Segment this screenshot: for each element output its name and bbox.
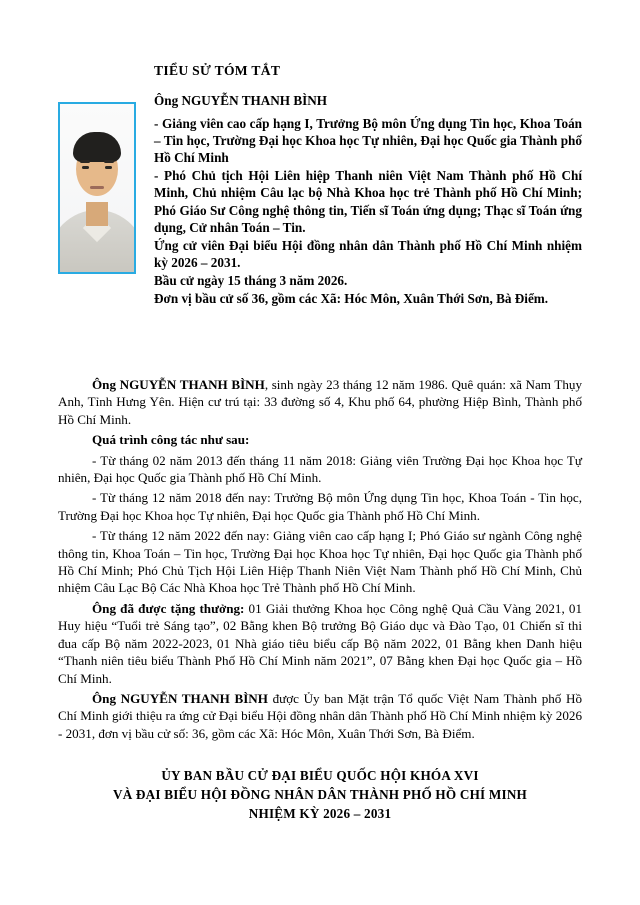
portrait-brow-right — [104, 160, 114, 163]
portrait-eye-right — [105, 166, 112, 169]
header-constituency: Đơn vị bầu cử số 36, gồm các Xã: Hóc Môn, Xuân Thới Sơn, Bà Điểm. — [154, 291, 549, 307]
portrait-neck — [86, 202, 108, 226]
header-block — [58, 62, 582, 308]
candidate-portrait-image — [60, 104, 134, 272]
summary-intro — [154, 62, 582, 308]
portrait-eye-left — [82, 166, 89, 169]
paragraph-career-3: - Từ tháng 12 năm 2022 đến nay: Giảng viên cao cấp hạng I; Phó Giáo sư ngành Công nghệ thông tin, Khoa Toán – Tin học, Trường Đại học Khoa học Tự nhiên, Đại học Quốc gia Thành phố Hồ Chí Minh; Phó Chủ Tịch Hội Liên Hiệp Thanh Niên Việt Nam Thành phố Hồ Chí Minh, Chủ nhiệm Câu Lạc Bộ Các Nhà Khoa học Trẻ Thành phố Hồ Chí Minh. — [58, 528, 582, 596]
portrait-hair — [73, 132, 121, 162]
document-title: TIỂU SỬ TÓM TẮT — [154, 63, 281, 78]
footer-line-3: NHIỆM KỲ 2026 – 2031 — [248, 806, 392, 822]
header-bullet-titles: - Phó Chủ tịch Hội Liên hiệp Thanh niên Việt Nam Thành phố Hồ Chí Minh, Chủ nhiệm Câu lạc bộ Nhà Khoa học trẻ Thành phố Hồ Chí Minh; Phó Giáo Sư Công nghệ thông tin, Tiến sĩ Toán ứng dụng; Thạc sĩ Toán ứng dụng, Cử nhân Toán – Tin. — [154, 168, 582, 235]
nomination-name: Ông NGUYỄN THANH BÌNH — [92, 690, 268, 706]
biography-name: Ông NGUYỄN THANH BÌNH — [92, 377, 265, 392]
header-bullet-position: - Giảng viên cao cấp hạng I, Trưởng Bộ môn Ứng dụng Tin học, Khoa Toán – Tin học, Trường Đại học Khoa học Tự nhiên, Đại học Quốc gia Thành phố Hồ Chí Minh — [154, 115, 582, 166]
footer-line-2: VÀ ĐẠI BIỂU HỘI ĐỒNG NHÂN DÂN THÀNH PHỐ HỒ CHÍ MINH — [112, 787, 528, 803]
paragraph-career-heading — [58, 431, 582, 448]
header-election-date: Bầu cử ngày 15 tháng 3 năm 2026. — [154, 273, 348, 289]
portrait-mouth — [90, 186, 104, 189]
nomination-details: được Ủy ban Mặt trận Tổ quốc Việt Nam Thành phố Hồ Chí Minh giới thiệu ra ứng cử Đại biểu Hội đồng nhân dân Thành phố Hồ Chí Minh nhiệm kỳ 2026 - 2031, đơn vị bầu cử số: 36, gồm các Xã: Hóc Môn, Xuân Thới Sơn, Bà Điểm. — [58, 690, 582, 741]
body-block — [58, 376, 582, 742]
candidate-photo-wrapper — [58, 102, 138, 274]
candidate-photo-frame — [58, 102, 136, 274]
awards-label: Ông đã được tặng thưởng: — [92, 600, 245, 616]
header-candidacy: Ứng cử viên Đại biểu Hội đồng nhân dân Thành phố Hồ Chí Minh nhiệm kỳ 2026 – 2031. — [154, 237, 582, 271]
career-heading: Quá trình công tác như sau: — [92, 432, 250, 448]
paragraph-nomination — [58, 690, 582, 742]
biography-details: , sinh ngày 23 tháng 12 năm 1986. Quê quán: xã Nam Thụy Anh, Tỉnh Hưng Yên. Hiện cư trú tại: 33 đường số 4, Khu phố 64, phường Hiệp Bình, Thành phố Hồ Chí Minh. — [58, 377, 582, 427]
paragraph-biography — [58, 376, 582, 428]
footer-block — [58, 766, 582, 823]
paragraph-career-2: - Từ tháng 12 năm 2018 đến nay: Trưởng Bộ môn Ứng dụng Tin học, Khoa Toán - Tin học, Trường Đại học Khoa học Tự nhiên, Đại học Quốc gia Thành phố Hồ Chí Minh. — [58, 490, 582, 523]
portrait-brow-left — [80, 160, 90, 163]
footer-line-1: ỦY BAN BẦU CỬ ĐẠI BIỂU QUỐC HỘI KHÓA XVI — [161, 768, 479, 783]
paragraph-awards — [58, 600, 582, 687]
awards-list: 01 Giải thưởng Khoa học Công nghệ Quả Cầu Vàng 2021, 01 Huy hiệu “Tuổi trẻ Sáng tạo”, 02 Bằng khen Bộ trưởng Bộ Giáo dục và Đào Tạo, 01 Chiến sĩ thi đua cấp Bộ năm 2022-2023, 01 Nhà giáo tiêu biểu cấp Bộ năm 2022, 01 Bằng khen Danh hiệu “Thanh niên tiêu biểu Thành Phố Hồ Chí Minh năm 2021”, 07 Bằng khen Đại học Quốc gia – Hồ Chí Minh. — [58, 600, 582, 686]
paragraph-career-1: - Từ tháng 02 năm 2013 đến tháng 11 năm 2018: Giảng viên Trường Đại học Khoa học Tự nhiên, Đại học Quốc gia Thành phố Hồ Chí Minh. — [58, 452, 582, 486]
candidate-name-heading: Ông NGUYỄN THANH BÌNH — [154, 92, 328, 108]
